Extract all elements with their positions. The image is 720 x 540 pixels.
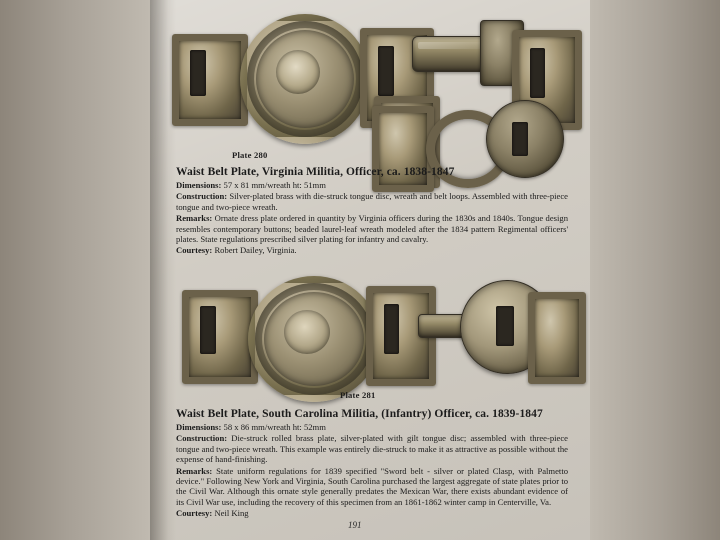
belt-loop-right-slot-280 — [378, 46, 394, 96]
belt-loop-left-slot-281 — [200, 306, 216, 354]
plate-281-construction-label: Construction: — [176, 433, 228, 444]
palmetto-device-281 — [284, 310, 330, 354]
plate-280-courtesy-label: Courtesy: — [176, 245, 213, 256]
plate-280-dimensions-value: 57 x 81 mm/wreath ht: 51mm — [223, 180, 326, 190]
plate-281-caption: Plate 281 — [340, 390, 376, 400]
plate-280-remarks-value: Ornate dress plate ordered in quantity by Virginia officers during the 1830s and 1840s. Tongue design resembles contemporary buttons; beaded laurel-leaf wreath modeled after the 1834 pattern Regimental officers' plates. State regulations prescribed silver plating for infantry and cavalry. — [176, 213, 568, 245]
plate-281-dimensions — [176, 422, 568, 432]
belt-loop-mid-slot-281 — [384, 304, 399, 354]
plate-280-remarks — [176, 213, 568, 244]
plate-280-title: Waist Belt Plate, Virginia Militia, Officer, ca. 1838-1847 — [176, 166, 455, 178]
plate-281-photograph — [160, 272, 580, 400]
plate-281-construction — [176, 433, 568, 464]
belt-loop-left-281 — [182, 290, 258, 384]
tongue-arm-highlight-280 — [418, 42, 488, 49]
page-left-shadow — [0, 0, 150, 540]
plate-281-dimensions-value: 58 x 86 mm/wreath ht: 52mm — [223, 422, 326, 432]
plate-281-courtesy-value: Neil King — [214, 508, 249, 519]
page-right-shadow — [590, 0, 720, 540]
page-number: 191 — [348, 520, 362, 530]
plate-281-remarks-label: Remarks: — [176, 465, 213, 476]
belt-loop-far-right-slot-280 — [530, 48, 545, 98]
plate-280-dimensions — [176, 180, 568, 190]
plate-280-courtesy-value: Robert Dailey, Virginia. — [214, 245, 297, 256]
plate-281-remarks — [176, 466, 568, 508]
plate-281-title: Waist Belt Plate, South Carolina Militia, (Infantry) Officer, ca. 1839-1847 — [176, 408, 543, 420]
plate-281-dimensions-label: Dimensions: — [176, 422, 222, 432]
tongue-disc-figure-280 — [276, 50, 320, 94]
plate-280-caption: Plate 280 — [232, 150, 268, 160]
plate-281-courtesy — [176, 508, 568, 518]
belt-loop-left-slot-280 — [190, 50, 206, 96]
plate-280-construction-value: Silver-plated brass with die-struck tongue disc, wreath and belt loops. Assembled with three-piece tongue and two-piece wreath. — [176, 191, 568, 212]
reverse-clasp-slot — [512, 122, 528, 156]
plate-280-dimensions-label: Dimensions: — [176, 180, 222, 190]
plate-280-construction-label: Construction: — [176, 191, 228, 202]
plate-281-courtesy-label: Courtesy: — [176, 508, 213, 519]
clasp-disc-slot-281 — [496, 306, 514, 346]
plate-280-construction — [176, 191, 568, 212]
plate-280-courtesy — [176, 245, 568, 255]
plate-280-remarks-label: Remarks: — [176, 213, 213, 224]
belt-loop-right-281 — [528, 292, 586, 384]
plate-281-remarks-value: State uniform regulations for 1839 specified "Sword belt - silver or plated Clasp, with Palmetto device." Following New York and Virginia, South Carolina purchased the largest aggregate of state plates prior to the Civil War. Although this ornate style generally predates the Mexican War, there exists abundant evidence of its Civil War use, including the recovery of this specimen from an 1861-1862 winter camp in Centerville, Va. — [176, 465, 569, 507]
plate-280-text — [176, 166, 568, 256]
plate-281-construction-value: Die-struck rolled brass plate, silver-plated with gilt tongue disc; assembled with three-piece tongue and two-piece wreath. This example was entirely die-struck to make it as attractive as possible without the expense of hand-finishing. — [176, 433, 568, 465]
plate-281-text — [176, 408, 568, 519]
